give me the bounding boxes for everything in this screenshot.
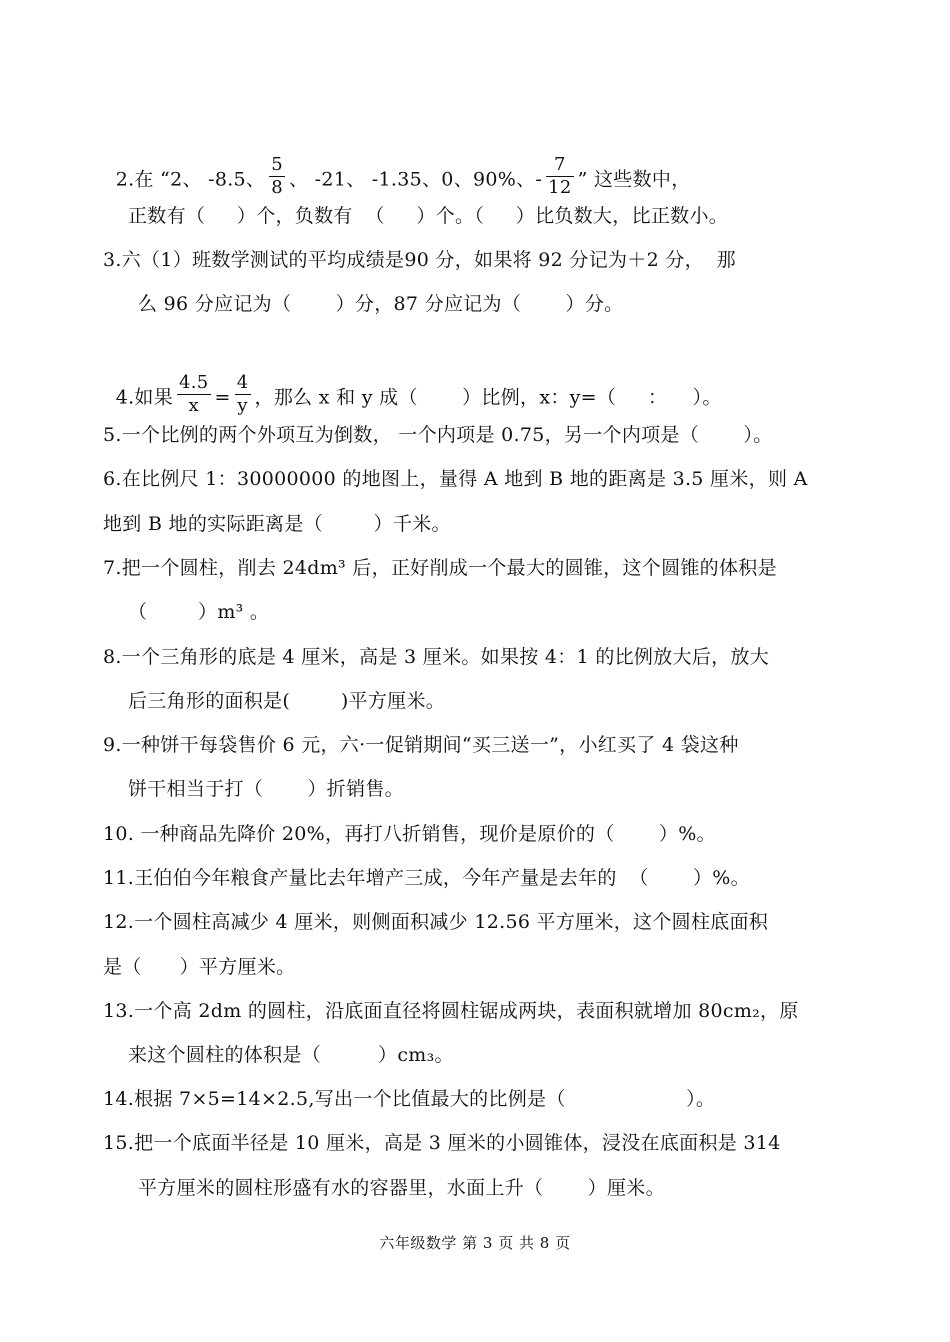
question-2-line-2: 正数有（ ）个，负数有 （ ）个。（ ）比负数大，比正数小。 bbox=[128, 205, 729, 227]
question-5: 5.一个比例的两个外项互为倒数， 一个内项是 0.75，另一个内项是（ ）。 bbox=[103, 424, 773, 446]
question-6-line-1: 6.在比例尺 1：30000000 的地图上，量得 A 地到 B 地的距离是 3.5 厘米，则 A bbox=[103, 468, 808, 490]
fraction-five-eighths: $\frac{5}{8}$ bbox=[271, 154, 283, 198]
question-12-line-2: 是（ ）平方厘米。 bbox=[103, 956, 296, 978]
fraction-seven-twelfths: $\frac{7}{12}$ bbox=[548, 154, 572, 198]
question-15-line-1: 15.把一个底面半径是 10 厘米，高是 3 厘米的小圆锥体，浸没在底面积是 314 bbox=[103, 1132, 781, 1154]
question-3-line-2: 么 96 分应记为（ ）分，87 分应记为（ ）分。 bbox=[138, 293, 624, 315]
question-11: 11.王伯伯今年粮食产量比去年增产三成，今年产量是去年的 （ ）%。 bbox=[103, 867, 750, 889]
question-13-line-2: 来这个圆柱的体积是（ ）cm₃。 bbox=[128, 1044, 454, 1066]
question-10: 10. 一种商品先降价 20%，再打八折销售，现价是原价的（ ）%。 bbox=[103, 823, 716, 845]
fraction-4-5-over-x: $\frac{4.5}{x}$ bbox=[179, 372, 209, 416]
question-13-line-1: 13.一个高 2dm 的圆柱，沿底面直径将圆柱锯成两块，表面积就增加 80cm₂，原 bbox=[103, 1000, 799, 1022]
question-9-line-1: 9.一种饼干每袋售价 6 元，六·一促销期间“买三送一”，小红买了 4 袋这种 bbox=[103, 734, 739, 756]
question-14: 14.根据 7×5=14×2.5,写出一个比值最大的比例是（ ）。 bbox=[103, 1088, 716, 1110]
question-7-line-1: 7.把一个圆柱，削去 24dm³ 后，正好削成一个最大的圆锥，这个圆锥的体积是 bbox=[103, 557, 777, 579]
question-7-line-2: （ ）m³ 。 bbox=[128, 601, 270, 623]
page-footer: 六年级数学 第 3 页 共 8 页 bbox=[379, 1234, 571, 1252]
question-4 bbox=[103, 352, 722, 421]
question-15-line-2: 平方厘米的圆柱形盛有水的容器里，水面上升（ ）厘米。 bbox=[138, 1177, 665, 1199]
question-6-line-2: 地到 B 地的实际距离是（ ）千米。 bbox=[103, 513, 451, 535]
question-2-line-1 bbox=[103, 134, 691, 203]
question-12-line-1: 12.一个圆柱高减少 4 厘米，则侧面积减少 12.56 平方厘米，这个圆柱底面积 bbox=[103, 911, 769, 933]
question-9-line-2: 饼干相当于打（ ）折销售。 bbox=[128, 778, 404, 800]
q4-equals: = bbox=[214, 386, 231, 409]
q2-text-a: 2.在 “2、 -8.5、 bbox=[115, 168, 266, 191]
question-8-line-2: 后三角形的面积是( )平方厘米。 bbox=[128, 690, 446, 712]
fraction-4-over-y: $\frac{4}{y}$ bbox=[236, 372, 249, 416]
q2-text-c: ” 这些数中， bbox=[577, 168, 691, 191]
question-8-line-1: 8.一个三角形的底是 4 厘米，高是 3 厘米。如果按 4：1 的比例放大后，放大 bbox=[103, 646, 770, 668]
q4-text-a: 4.如果 bbox=[115, 386, 174, 409]
q2-text-b: 、 -21、 -1.35、0、90%、- bbox=[289, 168, 543, 191]
q4-text-b: ，那么 x 和 y 成（ ）比例，x：y=（ ： ）。 bbox=[254, 386, 722, 409]
question-3-line-1: 3.六（1）班数学测试的平均成绩是90 分，如果将 92 分记为＋2 分， 那 bbox=[103, 249, 736, 271]
